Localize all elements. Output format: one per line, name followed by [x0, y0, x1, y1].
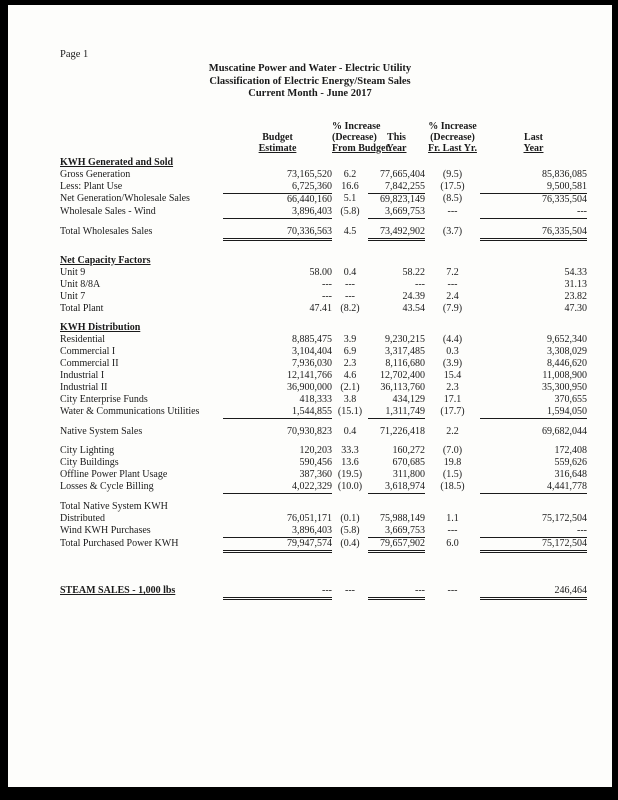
section-header-row [60, 255, 587, 267]
table-row [60, 537, 587, 551]
row-label: Distributed [60, 512, 105, 524]
cell-this-year: 9,230,215 [385, 333, 425, 345]
cell-this-year: 75,988,149 [380, 512, 425, 524]
cell-this-year: 3,317,485 [385, 345, 425, 357]
cell-this-year: --- [368, 585, 425, 599]
title-line-2: Classification of Electric Energy/Steam Sales [209, 75, 411, 87]
cell-this-year: 670,685 [392, 456, 425, 468]
cell-this-year: 3,669,753 [368, 206, 425, 219]
title-line-3: Current Month - June 2017 [248, 88, 372, 99]
cell-pct-from-budget: (8.2) [340, 302, 360, 314]
cell-pct-fr-last-yr: (1.5) [442, 468, 463, 480]
cell-this-year: 69,823,149 [380, 193, 425, 205]
cell-this-year: 12,702,400 [380, 369, 425, 381]
cell-budget-estimate: 418,333 [299, 393, 332, 405]
cell-this-year: 24.39 [402, 290, 425, 302]
cell-last-year [480, 157, 587, 169]
cell-budget-estimate: 590,456 [299, 456, 332, 468]
cell-pct-from-budget: (0.4) [340, 538, 360, 549]
cell-pct-from-budget [332, 157, 368, 169]
cell-pct-from-budget: (5.8) [340, 524, 360, 536]
row-label: Commercial I [60, 345, 116, 357]
cell-last-year: 47.30 [564, 302, 587, 314]
cell-pct-fr-last-yr: 6.0 [446, 538, 459, 549]
cell-last-year [480, 501, 587, 513]
cell-pct-from-budget: (15.1) [337, 405, 363, 417]
cell-pct-fr-last-yr: (8.5) [442, 193, 463, 205]
cell-last-year: 559,626 [554, 456, 587, 468]
cell-budget-estimate: 79,947,574 [223, 537, 332, 551]
cell-this-year: 79,657,902 [368, 537, 425, 551]
row-label: Net Capacity Factors [60, 254, 151, 266]
cell-budget-estimate: 3,896,403 [223, 525, 332, 538]
cell-budget-estimate: 4,022,329 [223, 481, 332, 494]
cell-this-year: 71,226,418 [380, 425, 425, 437]
cell-pct-from-budget: (5.8) [340, 205, 360, 217]
row-label: Losses & Cycle Billing [60, 480, 154, 492]
cell-this-year: --- [415, 278, 425, 290]
cell-pct-from-budget: (10.0) [337, 480, 363, 492]
cell-pct-from-budget: 0.4 [343, 266, 357, 278]
cell-pct-from-budget: --- [345, 290, 355, 302]
cell-pct-fr-last-yr: 17.1 [443, 393, 462, 405]
cell-last-year: --- [480, 206, 587, 219]
cell-pct-from-budget: 4.5 [343, 226, 357, 238]
cell-pct-fr-last-yr: --- [447, 524, 458, 536]
cell-last-year: 54.33 [564, 266, 587, 278]
row-label: City Enterprise Funds [60, 393, 148, 405]
cell-pct-from-budget: 6.2 [343, 168, 357, 180]
cell-this-year: 311,800 [392, 468, 425, 480]
cell-this-year: 434,129 [392, 393, 425, 405]
table-row [60, 358, 587, 370]
row-label: Gross Generation [60, 168, 131, 180]
table-row [60, 226, 587, 240]
report-title [8, 63, 612, 101]
spacer-row [60, 218, 587, 226]
table-row [60, 169, 587, 181]
table-row [60, 406, 587, 419]
row-label: Wholesale Sales - Wind [60, 205, 156, 217]
title-line-1: Muscatine Power and Water - Electric Utility [208, 63, 412, 74]
table-row [60, 525, 587, 538]
cell-pct-from-budget: 33.3 [341, 444, 359, 456]
cell-budget-estimate: 7,936,030 [292, 357, 332, 369]
cell-this-year [368, 501, 425, 513]
table-header [60, 121, 587, 157]
cell-last-year: 246,464 [480, 585, 587, 599]
cell-last-year: 4,441,778 [480, 481, 587, 494]
spacer-cell [60, 218, 587, 226]
cell-pct-from-budget: --- [345, 585, 355, 597]
table-row [60, 279, 587, 291]
table-row [60, 513, 587, 525]
cell-last-year: 11,008,900 [542, 369, 587, 381]
column-header: % Increase (Decrease) Fr. Last Yr. [428, 120, 477, 154]
row-label: City Lighting [60, 444, 115, 456]
row-label: KWH Distribution [60, 321, 141, 333]
table-row [60, 334, 587, 346]
column-header: % Increase (Decrease) From Budget [332, 120, 389, 154]
cell-this-year: 77,665,404 [380, 168, 425, 180]
table-row [60, 206, 587, 219]
cell-pct-fr-last-yr: (7.0) [442, 444, 463, 456]
cell-pct-from-budget: (19.5) [337, 468, 363, 480]
table-row [60, 370, 587, 382]
cell-this-year [368, 157, 425, 169]
cell-pct-fr-last-yr: (9.5) [442, 168, 463, 180]
cell-budget-estimate [223, 157, 332, 169]
row-label: City Buildings [60, 456, 119, 468]
cell-pct-fr-last-yr: (17.7) [440, 405, 465, 417]
row-label: Offline Power Plant Usage [60, 468, 168, 480]
spacer-cell [60, 493, 587, 501]
cell-this-year: 8,116,680 [385, 357, 425, 369]
cell-pct-fr-last-yr: 1.1 [446, 512, 459, 524]
cell-last-year: 9,500,581 [480, 181, 587, 194]
row-label: STEAM SALES - 1,000 lbs [60, 585, 176, 597]
row-label: KWH Generated and Sold [60, 156, 174, 168]
cell-last-year [480, 322, 587, 334]
row-label: Commercial II [60, 357, 119, 369]
cell-budget-estimate [223, 255, 332, 267]
cell-budget-estimate: 66,440,160 [287, 193, 332, 205]
cell-this-year: 7,842,255 [368, 181, 425, 194]
cell-pct-fr-last-yr: (4.4) [442, 333, 463, 345]
spacer-row [60, 551, 587, 585]
row-label: Industrial II [60, 381, 108, 393]
table-row [60, 382, 587, 394]
cell-pct-fr-last-yr: 15.4 [443, 369, 462, 381]
table-row [60, 585, 587, 599]
column-header-spacer [60, 121, 223, 157]
cell-budget-estimate: --- [322, 290, 332, 302]
spacer-row [60, 418, 587, 426]
cell-last-year: 316,648 [554, 468, 587, 480]
cell-pct-from-budget: 13.6 [341, 456, 359, 468]
cell-pct-from-budget: 6.9 [343, 345, 357, 357]
cell-last-year: --- [480, 525, 587, 538]
report-table [60, 121, 587, 600]
table-row [60, 267, 587, 279]
cell-pct-fr-last-yr: 2.3 [446, 381, 459, 393]
cell-pct-fr-last-yr: (18.5) [440, 480, 465, 492]
row-label: Industrial I [60, 369, 105, 381]
spacer-row [60, 248, 587, 255]
cell-pct-fr-last-yr: 2.4 [446, 290, 459, 302]
table-row [60, 469, 587, 481]
cell-last-year: 3,308,029 [547, 345, 587, 357]
cell-this-year: 73,492,902 [368, 226, 425, 240]
cell-budget-estimate: 3,104,404 [292, 345, 332, 357]
cell-last-year: 8,446,620 [547, 357, 587, 369]
cell-this-year [368, 322, 425, 334]
cell-last-year: 85,836,085 [542, 168, 587, 180]
row-label: Unit 7 [60, 290, 86, 302]
spacer-cell [60, 248, 587, 255]
row-label: Total Native System KWH [60, 500, 168, 512]
spacer-row [60, 493, 587, 501]
spacer-cell [60, 438, 587, 445]
cell-this-year: 1,311,749 [368, 406, 425, 419]
cell-pct-from-budget [332, 255, 368, 267]
cell-budget-estimate: 12,141,766 [287, 369, 332, 381]
cell-last-year: 69,682,044 [542, 425, 587, 437]
cell-pct-fr-last-yr: 2.2 [446, 425, 459, 437]
spacer-cell [60, 418, 587, 426]
table-row [60, 303, 587, 315]
cell-pct-fr-last-yr [425, 255, 480, 267]
cell-budget-estimate [223, 501, 332, 513]
cell-pct-fr-last-yr: (17.5) [440, 180, 465, 192]
cell-pct-from-budget: --- [345, 278, 355, 290]
cell-this-year [368, 255, 425, 267]
row-label: Total Wholesales Sales [60, 226, 153, 238]
cell-pct-from-budget [332, 501, 368, 513]
cell-this-year: 160,272 [392, 444, 425, 456]
column-header: This Year [386, 131, 407, 154]
cell-pct-fr-last-yr: 7.2 [446, 266, 459, 278]
cell-budget-estimate: 36,900,000 [287, 381, 332, 393]
cell-budget-estimate: 3,896,403 [223, 206, 332, 219]
cell-pct-from-budget: 16.6 [341, 180, 359, 192]
row-label: Net Generation/Wholesale Sales [60, 193, 190, 205]
document-page [8, 5, 612, 787]
cell-this-year: 43.54 [402, 302, 425, 314]
cell-pct-from-budget: 4.6 [343, 369, 357, 381]
spacer-row [60, 438, 587, 445]
section-header-row [60, 157, 587, 169]
cell-last-year: 172,408 [554, 444, 587, 456]
cell-pct-fr-last-yr: (3.7) [442, 226, 463, 238]
cell-pct-fr-last-yr [425, 322, 480, 334]
row-label: Total Purchased Power KWH [60, 538, 179, 549]
cell-pct-from-budget: 0.4 [343, 425, 357, 437]
spacer-cell [60, 315, 587, 322]
spacer-row [60, 239, 587, 248]
cell-budget-estimate: 6,725,360 [223, 181, 332, 194]
cell-last-year: 75,172,504 [542, 512, 587, 524]
cell-budget-estimate: --- [322, 278, 332, 290]
row-label: Native System Sales [60, 425, 143, 437]
cell-pct-from-budget: (0.1) [340, 512, 360, 524]
cell-budget-estimate: 47.41 [309, 302, 332, 314]
cell-last-year: 23.82 [564, 290, 587, 302]
cell-pct-fr-last-yr: (7.9) [442, 302, 463, 314]
spacer-cell [60, 551, 587, 585]
cell-pct-from-budget: (2.1) [340, 381, 360, 393]
column-header: Last Year [523, 131, 544, 154]
cell-pct-from-budget: 2.3 [343, 357, 357, 369]
section-header-row [60, 501, 587, 513]
row-label: Unit 8/8A [60, 278, 101, 290]
cell-this-year: 36,113,760 [380, 381, 425, 393]
cell-budget-estimate: 70,336,563 [223, 226, 332, 240]
cell-last-year: 75,172,504 [480, 537, 587, 551]
row-label: Unit 9 [60, 266, 86, 278]
row-label: Water & Communications Utilities [60, 405, 200, 417]
cell-last-year: 370,655 [554, 393, 587, 405]
row-label: Less: Plant Use [60, 180, 123, 192]
table-row [60, 426, 587, 438]
cell-last-year: 76,335,504 [480, 226, 587, 240]
cell-pct-from-budget: 5.1 [343, 193, 357, 205]
cell-pct-fr-last-yr: --- [447, 585, 458, 597]
cell-pct-from-budget: 3.8 [343, 393, 357, 405]
cell-last-year: 76,335,504 [542, 193, 587, 205]
row-label: Wind KWH Purchases [60, 524, 151, 536]
cell-this-year: 58.22 [402, 266, 425, 278]
table-row [60, 394, 587, 406]
table-row [60, 181, 587, 194]
cell-last-year: 9,652,340 [547, 333, 587, 345]
table-row [60, 481, 587, 494]
cell-this-year: 3,669,753 [368, 525, 425, 538]
cell-pct-fr-last-yr: 19.8 [443, 456, 462, 468]
cell-budget-estimate: 58.00 [309, 266, 332, 278]
cell-budget-estimate [223, 322, 332, 334]
row-label: Residential [60, 333, 105, 345]
cell-last-year: 31.13 [564, 278, 587, 290]
cell-budget-estimate: 8,885,475 [292, 333, 332, 345]
cell-budget-estimate: 1,544,855 [223, 406, 332, 419]
cell-budget-estimate: 120,203 [299, 444, 332, 456]
cell-pct-from-budget [332, 322, 368, 334]
cell-budget-estimate: 73,165,520 [287, 168, 332, 180]
table-row [60, 346, 587, 358]
cell-budget-estimate: 387,360 [299, 468, 332, 480]
cell-pct-fr-last-yr: 0.3 [446, 345, 459, 357]
table-row [60, 291, 587, 303]
cell-last-year: 1,594,050 [480, 406, 587, 419]
column-header: Budget Estimate [258, 131, 297, 154]
cell-pct-fr-last-yr: --- [447, 278, 458, 290]
cell-pct-from-budget: 3.9 [343, 333, 357, 345]
cell-this-year: 3,618,974 [368, 481, 425, 494]
spacer-row [60, 315, 587, 322]
cell-budget-estimate: --- [223, 585, 332, 599]
cell-budget-estimate: 70,930,823 [287, 425, 332, 437]
table-row [60, 445, 587, 457]
table-row [60, 193, 587, 206]
cell-pct-fr-last-yr [425, 501, 480, 513]
cell-pct-fr-last-yr: (3.9) [442, 357, 463, 369]
page-number: Page 1 [60, 49, 89, 60]
cell-pct-fr-last-yr [425, 157, 480, 169]
section-header-row [60, 322, 587, 334]
cell-last-year: 35,300,950 [542, 381, 587, 393]
row-label: Total Plant [60, 302, 104, 314]
table-row [60, 457, 587, 469]
cell-pct-fr-last-yr: --- [447, 205, 458, 217]
spacer-cell [60, 239, 587, 248]
cell-last-year [480, 255, 587, 267]
cell-budget-estimate: 76,051,171 [287, 512, 332, 524]
